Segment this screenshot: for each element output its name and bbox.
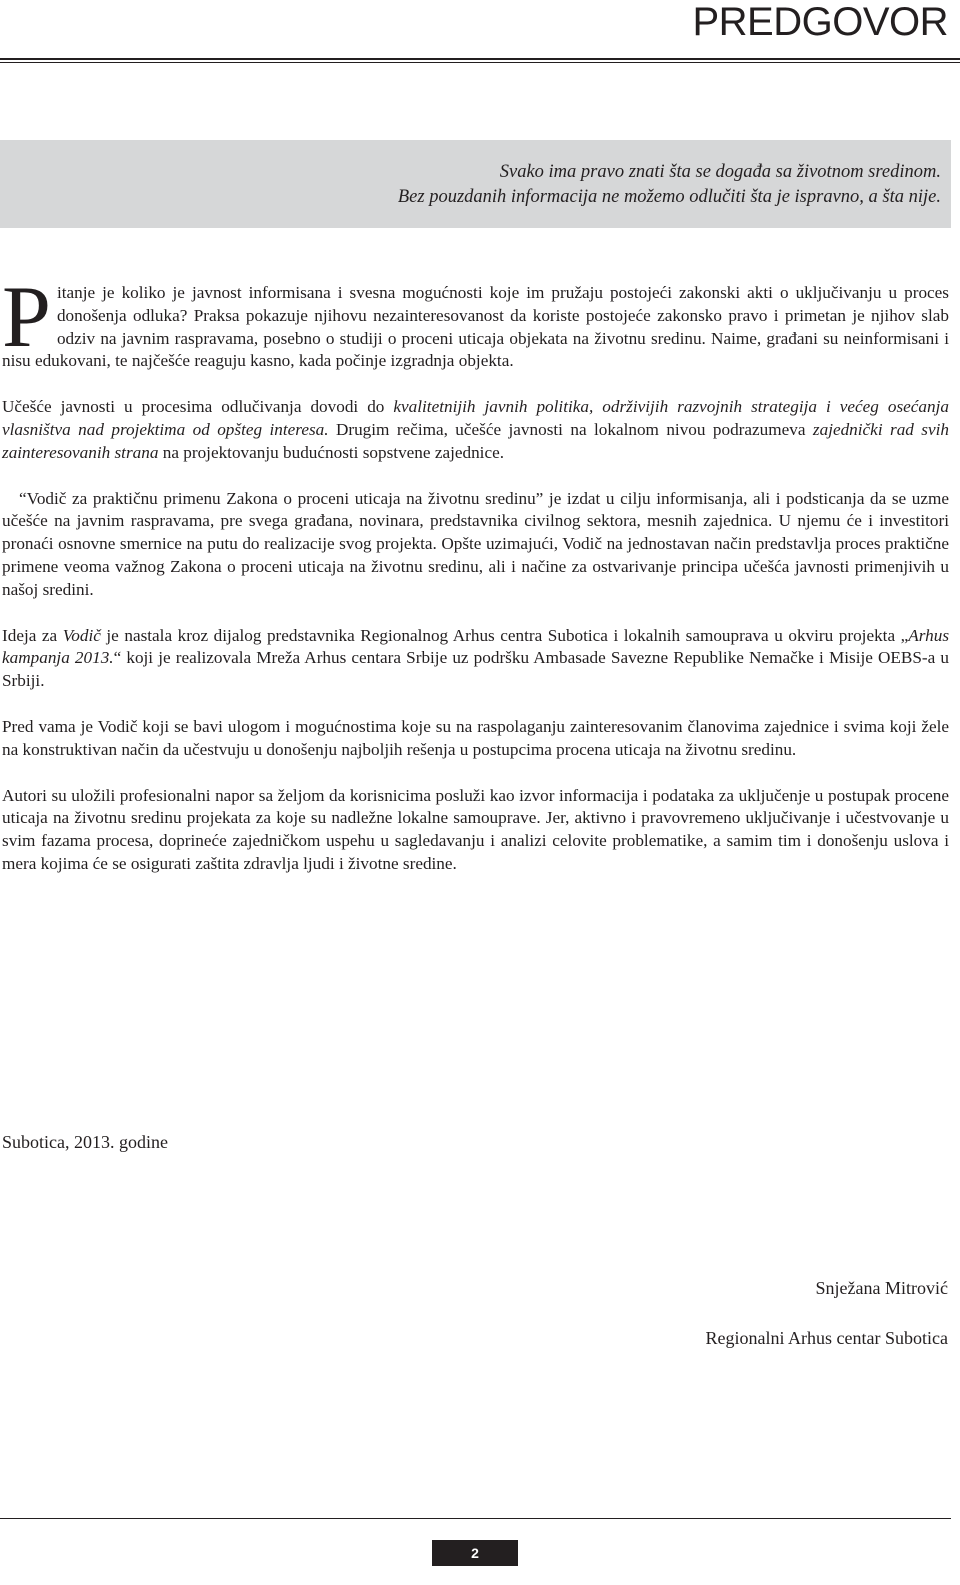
text-run: Ideja za	[2, 625, 63, 645]
page-title: PREDGOVOR	[692, 0, 948, 44]
text-run: je nastala kroz dijalog predstavnika Regionalnog Arhus centra Subotica i lokalnih samouprava u okviru projekta „	[100, 625, 909, 645]
paragraph-guide-scope: Pred vama je Vodič koji se bavi ulogom i mogućnostima koje su na raspolaganju zainteresovanim članovima zajednice i svima koji žele na konstruktivan način da učestvuju u donošenju najboljih rešenja u postupcima procena uticaja na životnu sredinu.	[2, 716, 949, 759]
paragraph-guide-origin	[2, 625, 949, 693]
drop-cap: P	[2, 269, 51, 366]
header-divider-thin	[0, 62, 960, 63]
emphasis-text: kvalitetnijih javnih politika, održivijih razvojnih strategija i većeg osećanja vlasništva nad projektima od opšteg interesa.	[2, 397, 949, 439]
emphasis-text: Arhus kampanja 2013.	[2, 625, 950, 668]
footer-divider	[0, 1518, 951, 1519]
text-run: Drugim rečima, učešće javnosti na lokalnom nivou podrazumeva	[328, 419, 813, 439]
page-number: 2	[432, 1540, 518, 1566]
paragraph-guide-purpose: “Vodič za praktičnu primenu Zakona o proceni uticaja na životnu sredinu” je izdat u cilju informisanja, ali i podsticanja da se uzme učešće na javnim raspravama, pre svega građana, novinara, predstavnika civilnog sektora, mesnih zajednica. U njemu će i investitori pronaći osnovne smernice na putu do realizacije svog projekta. Opšte uzimajući, Vodič na jednostavan način predstavlja proces praktične primene veoma važnog Zakona o proceni uticaja na životnu sredinu, ali i načine za ostvarivanje principa učešća javnosti primenjivih u našoj sredini.	[2, 488, 949, 599]
closing-date: Subotica, 2013. godine	[2, 1132, 168, 1152]
body-text	[2, 269, 950, 899]
signer-name: Snježana Mitrović	[815, 1278, 948, 1298]
text-run: na projektovanju budućnosti sopstvene zajednice.	[158, 442, 505, 462]
motto-box	[0, 140, 951, 228]
paragraph-intro-text: itanje je koliko je javnost informisana i svesna mogućnosti koje im pružaju postojeći zakonski akti o uključivanju u proces donošenja odluka? Praksa pokazuje njihovu nezainteresovanost da koriste postojeće zakonsko pravo i primetan je njihov slab odziv na javnim raspravama, posebno o studiji o proceni uticaja objekata na životnu sredinu. Naime, građani su neinformisani i nisu edukovani, te najčešće reaguju kasno, kada počinje izgradnja objekta.	[2, 283, 949, 371]
signer-organization: Regionalni Arhus centar Subotica	[705, 1328, 948, 1348]
emphasis-text: Vodič	[62, 625, 101, 645]
text-run: Učešće javnosti u procesima odlučivanja dovodi do	[2, 397, 394, 417]
motto-line-2: Bez pouzdanih informacija ne možemo odlučiti šta je ispravno, a šta nije.	[397, 187, 941, 207]
emphasis-text: zajednički rad svih zainteresovanih strana	[2, 419, 949, 462]
paragraph-intro	[2, 269, 949, 373]
paragraph-authors: Autori su uložili profesionalni napor sa željom da korisnicima posluži kao izvor informacija i podataka za uključenje u postupak procene uticaja na životnu sredinu projekata za koje su nadležne lokalne samouprave. Jer, aktivno i pravovremeno uključivanje i učestvovanje u svim fazama procesa, doprineće zajedničkom uspehu u sagledavanju i analizi celovite problematike, a samim tim i donošenju uslova i mera kojima će se osigurati zaštita zdravlja ljudi i životne sredine.	[2, 785, 949, 873]
text-run: “ koji je realizovala Mreža Arhus centara Srbije uz podršku Ambasade Savezne Republike Nemačke i Misije OEBS-a u Srbiji.	[2, 648, 950, 691]
header-divider	[0, 58, 960, 60]
paragraph-public-participation	[2, 396, 949, 464]
motto-line-1: Svako ima pravo znati šta se događa sa životnom sredinom.	[499, 162, 941, 182]
